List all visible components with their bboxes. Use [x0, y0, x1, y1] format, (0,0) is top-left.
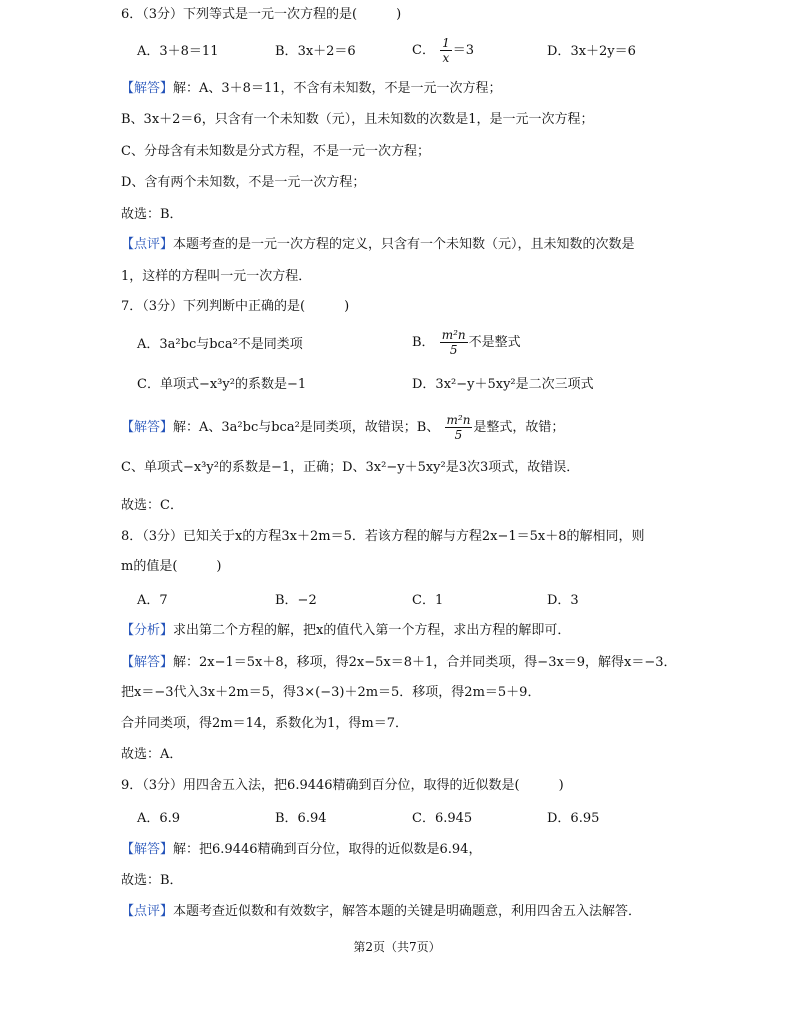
q8-option-b: B．−2 — [275, 593, 317, 608]
q7-stem: 7．（3分）下列判断中正确的是( ) — [121, 299, 350, 314]
q8-answer-choice: 故选：A． — [121, 747, 183, 762]
q6-stem: 6．（3分）下列等式是一元一次方程的是( ) — [121, 7, 402, 22]
q6-answer-choice: 故选：B． — [121, 207, 183, 222]
q8-option-c: C．1 — [412, 593, 444, 608]
page-footer: 第2页（共7页） — [353, 940, 441, 954]
q6-answer-line-2: B、3x＋2＝6，只含有一个未知数（元），且未知数的次数是1，是一元一次方程； — [121, 112, 594, 127]
q8-option-d: D．3 — [547, 593, 579, 608]
q9-comment: 【点评】本题考查近似数和有效数字，解答本题的关键是明确题意，利用四舍五入法解答． — [121, 904, 642, 919]
q6-comment-line-1: 【点评】本题考查的是一元一次方程的定义，只含有一个未知数（元），且未知数的次数是 — [121, 237, 635, 252]
q6-answer-line-1: 【解答】解：A、3＋8＝11，不含有未知数，不是一元一次方程； — [121, 81, 502, 96]
q9-option-a: A．6.9 — [137, 811, 181, 826]
q7-option-b: B． $\frac{\text{m²n}}{5}$ 不是整式 — [412, 328, 521, 357]
q8-answer-line-3: 合并同类项，得2m＝14，系数化为1，得m＝7． — [121, 716, 409, 731]
q9-answer-line-1: 【解答】解：把6.9446精确到百分位，取得的近似数是6.94， — [121, 842, 482, 857]
q8-answer-line-1: 【解答】解：2x−1＝5x＋8，移项，得2x−5x＝8＋1，合并同类项，得−3x＝9，解得x＝−3． — [121, 655, 677, 670]
q6-answer-line-3: C、分母含有未知数是分式方程，不是一元一次方程； — [121, 144, 430, 159]
q9-option-d: D．6.95 — [547, 811, 600, 826]
q7-option-c: C．单项式−x³y²的系数是−1 — [137, 377, 307, 392]
q8-answer-line-2: 把x＝−3代入3x＋2m＝5，得3×(−3)＋2m＝5．移项，得2m＝5＋9． — [121, 685, 541, 700]
q8-analysis: 【分析】求出第二个方程的解，把x的值代入第一个方程，求出方程的解即可． — [121, 623, 571, 638]
q6-option-d: D．3x＋2y＝6 — [547, 44, 636, 59]
q8-stem-line-2: m的值是( ) — [121, 559, 222, 574]
comment-tag: 【点评】 — [121, 237, 174, 252]
q9-stem: 9．（3分）用四舍五入法，把6.9446精确到百分位，取得的近似数是( ) — [121, 778, 564, 793]
fraction-m2n-over-5: $\frac{\text{m²n}}{5}$ — [441, 328, 466, 357]
q6-answer-line-4: D、含有两个未知数，不是一元一次方程； — [121, 175, 366, 190]
q7-answer-line-2: C、单项式−x³y²的系数是−1，正确；D、3x²−y＋5xy²是3次3项式，故错误． — [121, 460, 580, 475]
answer-tag: 【解答】 — [121, 81, 174, 96]
comment-tag: 【点评】 — [121, 904, 174, 919]
answer-tag: 【解答】 — [121, 655, 174, 670]
q7-option-a: A．3a²bc与bca²不是同类项 — [137, 337, 303, 352]
q9-option-b: B．6.94 — [275, 811, 327, 826]
answer-tag: 【解答】 — [121, 420, 174, 435]
q8-stem-line-1: 8．（3分）已知关于x的方程3x＋2m＝5．若该方程的解与方程2x−1＝5x＋8的解相同，则 — [121, 529, 645, 544]
fraction-one-over-x: $\frac{1}{x}$ — [442, 36, 450, 65]
q6-comment-line-2: 1，这样的方程叫一元一次方程． — [121, 269, 312, 284]
q7-answer-line-1: 【解答】解：A、3a²bc与bca²是同类项，故错误；B、 $\frac{\text{m²n}}{5}$ 是整式，故错； — [121, 413, 565, 442]
q9-answer-choice: 故选：B． — [121, 873, 183, 888]
fraction-m2n-over-5: $\frac{\text{m²n}}{5}$ — [446, 413, 471, 442]
q6-option-a: A．3＋8＝11 — [137, 44, 219, 59]
q9-option-c: C．6.945 — [412, 811, 473, 826]
q6-option-c: C． $\frac{1}{x}$ ＝3 — [412, 36, 475, 65]
q8-option-a: A．7 — [137, 593, 168, 608]
q6-option-b: B．3x＋2＝6 — [275, 44, 356, 59]
answer-tag: 【解答】 — [121, 842, 174, 857]
analysis-tag: 【分析】 — [121, 623, 174, 638]
q7-option-d: D．3x²−y＋5xy²是二次三项式 — [412, 377, 594, 392]
q7-answer-choice: 故选：C． — [121, 498, 183, 513]
